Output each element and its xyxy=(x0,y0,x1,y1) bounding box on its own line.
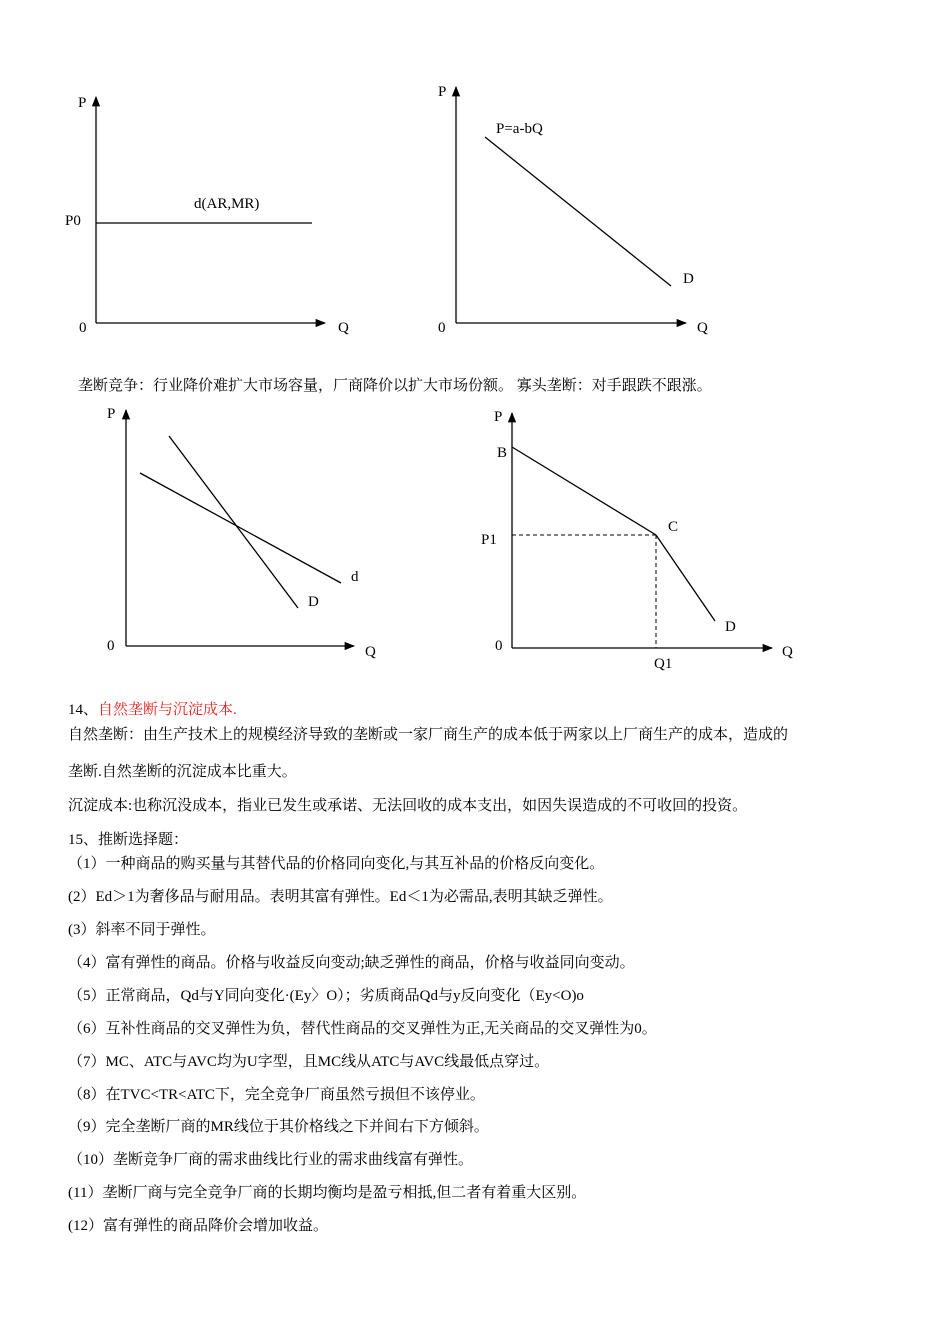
section-14-text-3: 沉淀成本:也称沉没成本，指业已发生或承诺、无法回收的成本支出，如因失误造成的不可收回的投资。 xyxy=(68,798,748,814)
y-axis-label: P xyxy=(78,95,87,111)
demand-upper-segment xyxy=(512,447,656,535)
section-14-heading xyxy=(68,700,237,720)
list-item: （5）正常商品，Qd与Y同向变化·(Ey〉O）；劣质商品Qd与y反向变化（Ey<O)o xyxy=(68,988,584,1004)
demand-line-D xyxy=(169,436,298,608)
list-item: （10）垄断竞争厂商的需求曲线比行业的需求曲线富有弹性。 xyxy=(68,1152,474,1168)
x-axis-label: Q xyxy=(365,644,376,660)
quantity-label: Q1 xyxy=(654,656,673,672)
curve-label: d(AR,MR) xyxy=(194,196,260,212)
list-item: （7）MC、ATC与AVC均为U字型，且MC线从ATC与AVC线最低点穿过。 xyxy=(68,1054,550,1070)
graph-monopolistic-competition xyxy=(107,406,376,660)
list-item: （9）完全垄断厂商的MR线位于其价格线之下并间右下方倾斜。 xyxy=(68,1119,489,1135)
curve-label-D: D xyxy=(308,594,319,610)
list-item: (11）垄断厂商与完全竞争厂商的长期均衡均是盈亏相抵,但二者有着重大区别。 xyxy=(68,1185,587,1201)
curve-label: D xyxy=(725,619,736,635)
graph-linear-demand xyxy=(438,84,708,336)
curve-label-d: d xyxy=(351,569,359,585)
list-item: (3）斜率不同于弹性。 xyxy=(68,922,216,938)
demand-line xyxy=(485,137,671,286)
list-item: （1）一种商品的购买量与其替代品的价格同向变化,与其互补品的价格反向变化。 xyxy=(68,856,605,872)
origin-label: 0 xyxy=(438,320,446,336)
origin-label: 0 xyxy=(79,320,87,336)
price-label: P0 xyxy=(65,213,81,229)
equation-label: P=a-bQ xyxy=(496,121,543,137)
y-axis-label: P xyxy=(494,409,503,425)
list-item: (12）富有弹性的商品降价会增加收益。 xyxy=(68,1218,328,1234)
diagram-caption: 垄断竞争：行业降价难扩大市场容量，厂商降价以扩大市场份额。 寡头垄断：对手跟跌不跟涨。 xyxy=(78,378,712,394)
demand-lower-segment xyxy=(656,535,715,621)
y-axis-label: P xyxy=(438,84,447,100)
curve-label: D xyxy=(683,271,694,287)
section-14-number: 14、 xyxy=(68,702,99,718)
list-item: （4）富有弹性的商品。价格与收益反向变动;缺乏弹性的商品，价格与收益同向变动。 xyxy=(68,955,635,971)
demand-line-d xyxy=(140,473,341,583)
graph-kinked-demand xyxy=(481,409,793,672)
section-14-text-1: 自然垄断：由生产技术上的规模经济导致的垄断或一家厂商生产的成本低于两家以上厂商生产的成本，造成的 xyxy=(68,727,789,743)
x-axis-label: Q xyxy=(697,320,708,336)
section-14-title: 自然垄断与沉淀成本. xyxy=(98,702,237,718)
origin-label: 0 xyxy=(495,638,503,654)
x-axis-label: Q xyxy=(338,320,349,336)
graph-perfect-competition xyxy=(65,95,349,336)
x-axis-label: Q xyxy=(782,644,793,660)
list-item: （6）互补性商品的交叉弹性为负，替代性商品的交叉弹性为正,无关商品的交叉弹性为0。 xyxy=(68,1021,657,1037)
section-14-text-2: 垄断.自然垄断的沉淀成本比重大。 xyxy=(68,764,297,780)
price-label: P1 xyxy=(481,532,497,548)
point-B-label: B xyxy=(497,445,508,461)
list-item: (2）Ed＞1为奢侈品与耐用品。表明其富有弹性。Ed＜1为必需品,表明其缺乏弹性。 xyxy=(68,889,613,905)
origin-label: 0 xyxy=(107,638,115,654)
section-15-heading: 15、推断选择题： xyxy=(68,832,189,848)
y-axis-label: P xyxy=(107,406,116,422)
point-C-label: C xyxy=(668,519,679,535)
list-item: （8）在TVC<TR<ATC下，完全竞争厂商虽然亏损但不该停业。 xyxy=(68,1087,485,1103)
